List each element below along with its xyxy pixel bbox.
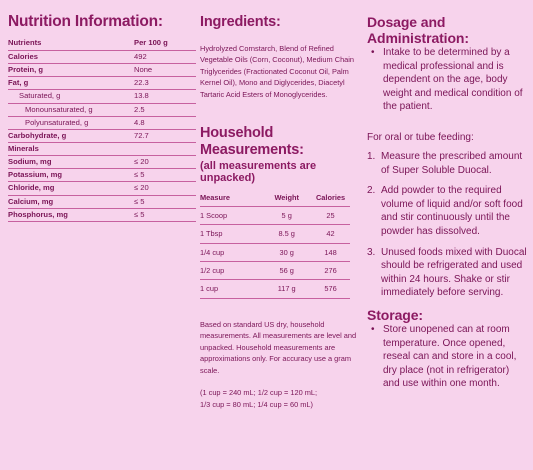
nutrition-section [8,0,196,222]
nutrient-value: 2.5 [134,104,145,114]
nutrition-header-row [8,37,196,50]
nutrient-name: Carbohydrate, g [8,130,67,140]
table-row [8,181,196,194]
table-row [8,116,196,129]
calories-header: Calories [315,193,346,203]
nutrient-name: Calories [8,52,38,61]
table-row [8,142,196,155]
measure-cell: 1 Tbsp [200,229,223,239]
nutrient-name: Phosphorus, mg [8,209,68,219]
measure-cell: 1 cup [200,284,219,294]
ingredients-section [200,0,360,411]
household-table [200,192,350,298]
list-item [367,184,527,238]
weight-cell: 5 g [281,211,292,221]
calories-cell: 25 [326,211,335,221]
weight-cell: 117 g [277,284,296,294]
household-subtitle: (all measurements are unpacked) [200,160,317,185]
bullet-icon: • [371,47,375,58]
nutrient-name: Minerals [8,143,39,153]
conversion-note [200,387,360,410]
nutrient-name: Fat, g [8,78,29,88]
calories-cell: 148 [324,247,337,257]
conversion-line: 1/3 cup = 80 mL; 1/4 cup = 60 mL) [200,400,313,410]
calories-cell: 276 [324,265,337,275]
measure-cell: 1/2 cup [200,265,225,275]
household-note: Based on standard US dry, household measurements. All measurements are level and unpacked. Household measurements are approximations only. For accuracy use a gram scale. [200,319,357,375]
list-item [367,246,527,300]
dosage-text: Intake to be determined by a medical professional and is dependent on the age, body weight and medical condition of the patient. [383,47,523,113]
storage-list [367,323,527,391]
weight-cell: 8.5 g [278,229,295,239]
step-text: Measure the prescribed amount of Super Soluble Duocal. [381,150,523,176]
nutrient-value: None [134,65,153,75]
table-row [200,206,350,224]
oral-feeding-heading: For oral or tube feeding: [367,131,474,143]
table-row [8,195,196,208]
table-row [8,76,196,89]
ingredients-title: Ingredients: [200,14,281,30]
nutrient-name: Monounsaturated, g [25,104,93,114]
table-row [8,129,196,142]
nutrient-name: Saturated, g [19,91,61,101]
nutrient-value: 22.3 [134,78,149,88]
table-row [200,261,350,279]
step-number: 1. [367,150,376,162]
nutrient-value [134,143,196,155]
bullet-icon: • [371,323,375,335]
table-row [8,103,196,116]
measure-header: Measure [200,193,230,203]
table-row [200,279,350,298]
table-row [200,224,350,242]
table-row [200,243,350,261]
step-text: Unused foods mixed with Duocal should be refrigerated and used within 24 hours. Shake or stir immediately before serving. [381,246,527,299]
table-row [8,89,196,102]
nutrition-table [8,37,196,222]
dosage-list [367,46,527,114]
table-row [8,208,196,222]
nutrition-title: Nutrition Information: [8,13,163,30]
per-100g-header: Per 100 g [134,38,168,47]
nutrient-value: ≤ 5 [134,170,145,180]
nutrient-value: 4.8 [134,117,145,127]
step-text: Add powder to the required volume of liquid and/or soft food and stir continuously until the powder has dissolved. [381,185,523,237]
step-number: 3. [367,246,376,258]
nutrient-value: ≤ 20 [134,157,149,167]
nutrient-name: Potassium, mg [8,170,63,180]
storage-text: Store unopened can at room temperature. Once opened, reseal can and store in a cool, dry place (not in refrigerator) and use within one month. [383,323,517,390]
conversion-line: (1 cup = 240 mL; 1/2 cup = 120 mL; [200,388,318,398]
storage-title: Storage: [367,306,423,323]
household-title: Household Measurements: [200,125,304,159]
nutrients-header: Nutrients [8,38,42,47]
list-item [367,323,527,391]
nutrient-name: Chloride, mg [8,183,55,193]
measure-cell: 1 Scoop [200,211,228,221]
calories-cell: 576 [324,284,337,294]
nutrient-value: ≤ 5 [134,196,145,206]
nutrient-value: ≤ 20 [134,183,149,193]
table-row [8,63,196,76]
list-item [367,46,527,114]
table-row [8,155,196,168]
household-header-row [200,192,350,206]
weight-header: Weight [274,193,299,203]
weight-cell: 56 g [279,265,294,275]
nutrient-value: 13.8 [134,91,149,101]
dosage-title: Dosage and Administration: [367,14,469,46]
step-number: 2. [367,185,376,197]
nutrient-name: Calcium, mg [8,196,54,206]
calories-cell: 42 [326,229,335,239]
nutrient-name: Protein, g [8,65,44,75]
ingredients-text: Hydrolyzed Cornstarch, Blend of Refined Vegetable Oils (Corn, Coconut), Medium Chain Triglycerides (Fractionated Coconut Oil, Palm Kernel Oil), Mono and Diglycerides, Diacetyl Tartaric Acid Esters of Monoglycerides. [200,44,355,99]
nutrient-name: Sodium, mg [8,157,52,167]
weight-cell: 30 g [279,247,294,257]
table-row [8,50,196,63]
nutrient-name: Polyunsaturated, g [25,117,89,127]
table-row [8,168,196,181]
nutrient-value: 72.7 [134,130,149,140]
measure-cell: 1/4 cup [200,247,225,257]
list-item [367,150,527,177]
steps-list [367,150,527,300]
nutrient-value: 492 [134,52,147,61]
nutrient-value: ≤ 5 [134,209,145,219]
dosage-section [367,0,527,391]
